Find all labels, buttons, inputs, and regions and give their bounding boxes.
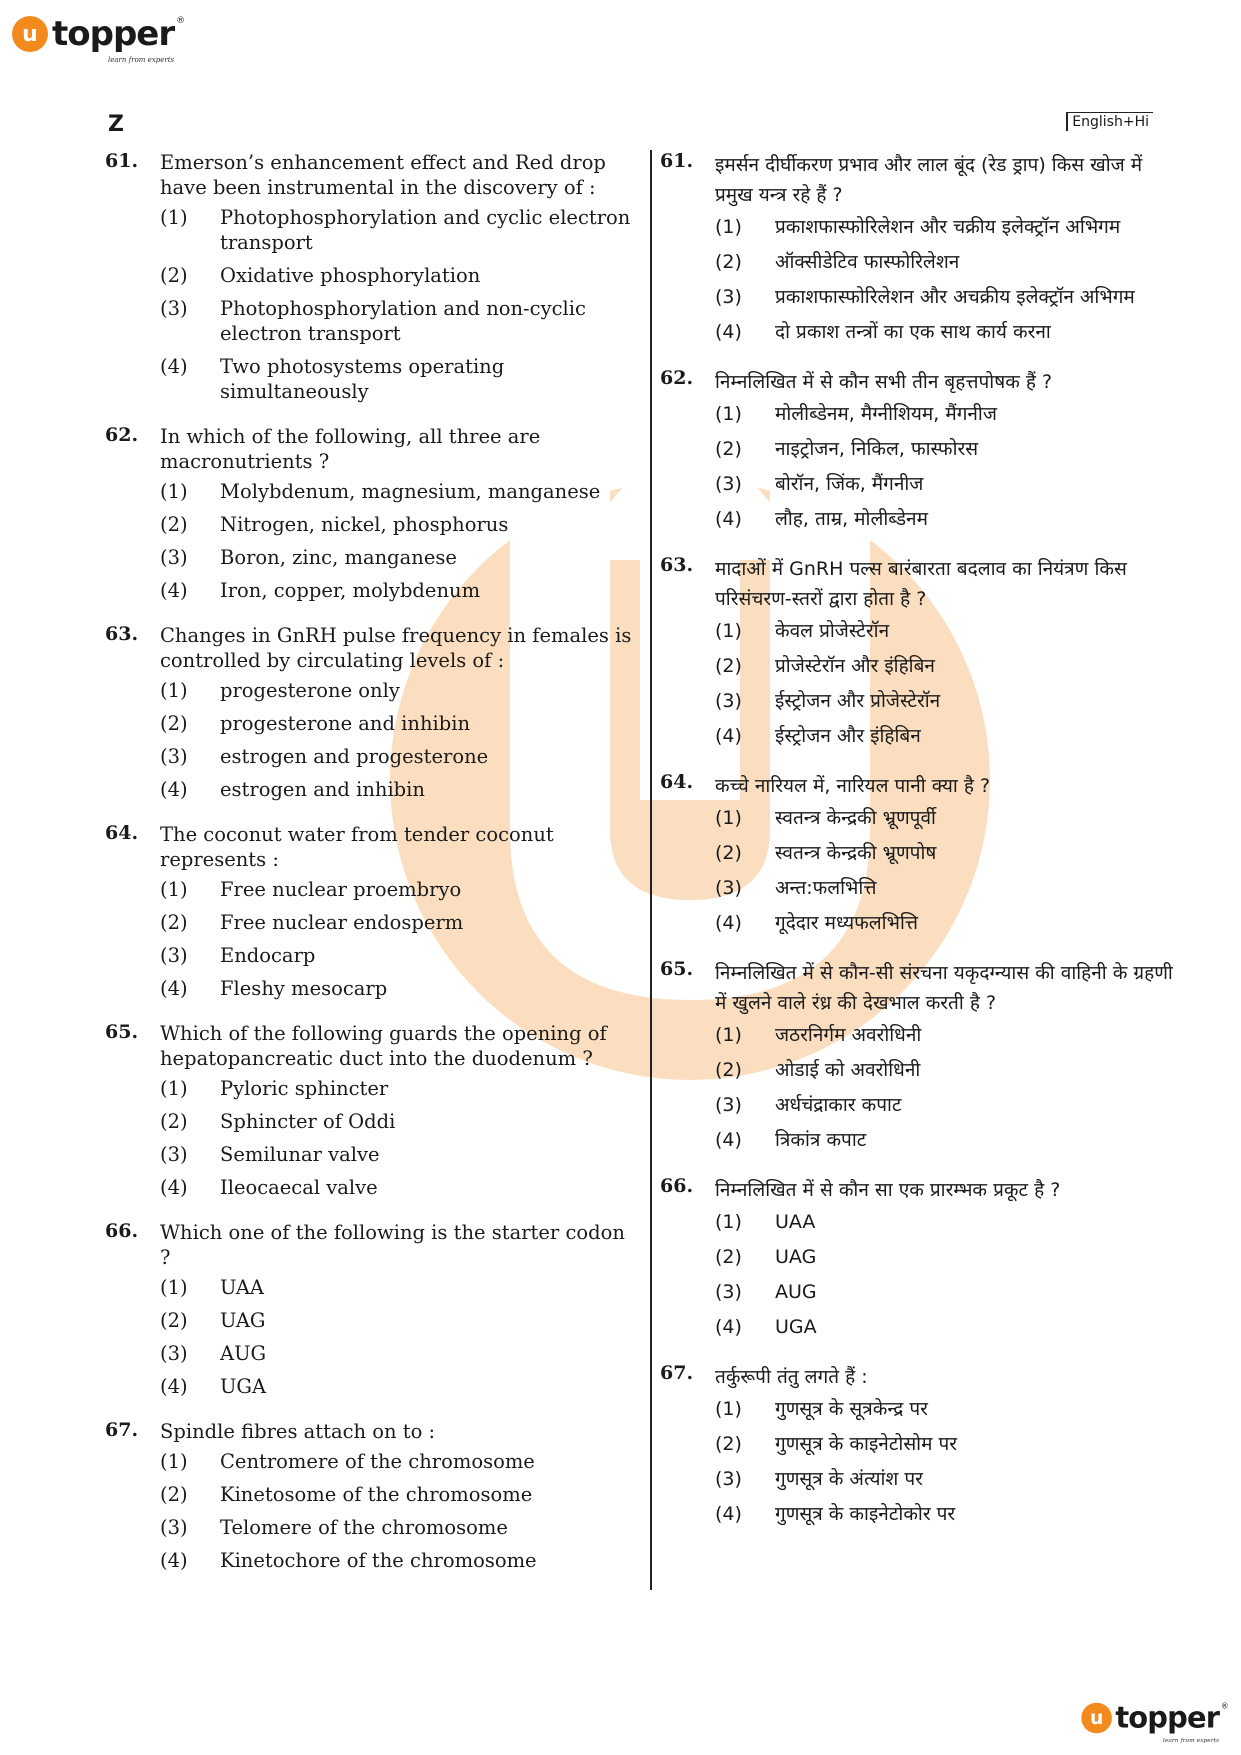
option-text: progesterone and inhibin (220, 712, 471, 735)
option-number: (1) (160, 1450, 188, 1473)
set-code: Z (108, 112, 124, 137)
option-text: Nitrogen, nickel, phosphorus (220, 513, 509, 536)
option-2 (160, 910, 635, 935)
hindi-column (660, 150, 1180, 1549)
option-2 (160, 263, 635, 288)
option-1 (160, 678, 635, 703)
question-text: कच्चे नारियल में, नारियल पानी क्या है ? (715, 775, 991, 797)
option-text: गुणसूत्र के अंत्यांश पर (775, 1468, 923, 1490)
question-text: निम्नलिखित में से कौन सभी तीन बृहत्तपोषक हैं ? (715, 371, 1053, 393)
option-1 (160, 877, 635, 902)
option-3 (160, 296, 635, 346)
options-list (715, 402, 1180, 532)
question-number: 61. (105, 150, 139, 172)
option-text: गूदेदार मध्यफलभित्ति (775, 912, 918, 934)
option-text: Free nuclear endosperm (220, 911, 464, 934)
option-number: (4) (715, 1129, 742, 1151)
option-number: (1) (160, 878, 188, 901)
option-text: UAA (775, 1211, 816, 1233)
option-text: Iron, copper, molybdenum (220, 579, 481, 602)
option-text: Photophosphorylation and non-cyclic electron transport (220, 297, 586, 345)
option-text: UAG (775, 1246, 817, 1268)
question-text: इमर्सन दीर्घीकरण प्रभाव और लाल बूंद (रेड ड्राप) किस खोज में प्रमुख यन्त्र रहे हैं ? (715, 154, 1143, 206)
column-divider (650, 150, 652, 1590)
language-tag: English+Hi (1066, 112, 1153, 131)
question-head (660, 150, 1180, 210)
option-number: (3) (160, 944, 188, 967)
brand-name (52, 14, 185, 64)
brand-name-text: topper (1115, 1701, 1219, 1735)
option-text: स्वतन्त्र केन्द्रकी भ्रूणपूर्वी (775, 807, 936, 829)
question-67 (105, 1419, 635, 1573)
option-text: स्वतन्त्र केन्द्रकी भ्रूणपोष (775, 842, 937, 864)
topper-badge-icon: u (1081, 1703, 1112, 1734)
option-text: Pyloric sphincter (220, 1077, 389, 1100)
option-2 (160, 711, 635, 736)
option-number: (3) (715, 473, 742, 495)
option-number: (4) (715, 1316, 742, 1338)
option-text: लौह, ताम्र, मोलीब्डेनम (775, 508, 928, 530)
question-number: 63. (105, 623, 139, 645)
option-4 (715, 1315, 1180, 1340)
option-1 (160, 479, 635, 504)
option-2 (715, 654, 1180, 679)
option-number: (2) (715, 438, 742, 460)
registered-mark: ® (1220, 1702, 1228, 1712)
option-number: (3) (160, 1342, 188, 1365)
option-number: (2) (715, 1246, 742, 1268)
question-number: 63. (660, 554, 694, 576)
question-text: Which one of the following is the starter codon ? (160, 1221, 625, 1269)
option-3 (160, 1142, 635, 1167)
question-text: तर्कुरूपी तंतु लगते हैं : (715, 1366, 868, 1388)
option-text: नाइट्रोजन, निकिल, फास्फोरस (775, 438, 979, 460)
option-number: (1) (715, 403, 742, 425)
question-text: Spindle fibres attach on to : (160, 1420, 436, 1443)
option-number: (2) (715, 251, 742, 273)
option-text: Kinetosome of the chromosome (220, 1483, 533, 1506)
option-number: (2) (160, 1110, 188, 1133)
question-64 (105, 822, 635, 1001)
question-63 (105, 623, 635, 802)
question-head (105, 1021, 635, 1071)
option-number: (1) (715, 807, 742, 829)
question-head (105, 424, 635, 474)
options-list (160, 205, 635, 404)
option-number: (4) (160, 1176, 188, 1199)
option-text: Ileocaecal valve (220, 1176, 378, 1199)
option-1 (715, 1397, 1180, 1422)
brand-tagline: learn from experts (1162, 1736, 1219, 1744)
question-text: In which of the following, all three are macronutrients ? (160, 425, 541, 473)
option-text: Sphincter of Oddi (220, 1110, 396, 1133)
question-66 (105, 1220, 635, 1399)
option-text: ऑक्सीडेटिव फास्फोरिलेशन (775, 251, 960, 273)
option-number: (2) (715, 1433, 742, 1455)
option-number: (2) (160, 264, 188, 287)
option-text: बोरॉन, जिंक, मैंगनीज (775, 473, 924, 495)
options-list (160, 1449, 635, 1573)
question-head (105, 150, 635, 200)
option-4 (160, 976, 635, 1001)
option-number: (4) (160, 579, 188, 602)
option-text: केवल प्रोजेस्टेरॉन (775, 620, 890, 642)
option-text: गुणसूत्र के काइनेटोकोर पर (775, 1503, 956, 1525)
question-text: निम्नलिखित में से कौन सा एक प्रारम्भक प्रकूट है ? (715, 1179, 1061, 1201)
options-list (160, 1076, 635, 1200)
option-number: (3) (160, 1516, 188, 1539)
question-head (105, 623, 635, 673)
option-3 (715, 1093, 1180, 1118)
option-number: (4) (160, 1375, 188, 1398)
option-2 (715, 841, 1180, 866)
question-61 (660, 150, 1180, 345)
option-4 (160, 777, 635, 802)
question-67 (660, 1362, 1180, 1527)
option-4 (160, 1548, 635, 1573)
option-text: progesterone only (220, 679, 400, 702)
option-1 (715, 619, 1180, 644)
option-number: (3) (160, 1143, 188, 1166)
option-number: (4) (160, 1549, 188, 1572)
option-1 (715, 215, 1180, 240)
option-text: UAG (220, 1309, 266, 1332)
brand-name-text: topper (52, 14, 175, 54)
option-number: (1) (160, 1276, 188, 1299)
option-text: estrogen and progesterone (220, 745, 489, 768)
question-head (660, 771, 1180, 801)
option-text: गुणसूत्र के सूत्रकेन्द्र पर (775, 1398, 928, 1420)
question-number: 64. (105, 822, 139, 844)
option-4 (715, 724, 1180, 749)
option-2 (715, 1245, 1180, 1270)
option-text: ईस्ट्रोजन और इंहिबिन (775, 725, 921, 747)
option-number: (2) (160, 1309, 188, 1332)
option-number: (1) (715, 216, 742, 238)
question-head (660, 554, 1180, 614)
option-1 (160, 1449, 635, 1474)
question-63 (660, 554, 1180, 749)
option-3 (715, 689, 1180, 714)
question-text: निम्नलिखित में से कौन-सी संरचना यकृदग्न्यास की वाहिनी के ग्रहणी में खुलने वाले रंध्र की देखभाल करती है ? (715, 962, 1173, 1014)
option-text: Molybdenum, magnesium, manganese (220, 480, 601, 503)
option-number: (4) (160, 977, 188, 1000)
option-number: (2) (160, 712, 188, 735)
options-list (160, 479, 635, 603)
question-text: The coconut water from tender coconut represents : (160, 823, 554, 871)
option-text: Telomere of the chromosome (220, 1516, 508, 1539)
option-text: Centromere of the chromosome (220, 1450, 535, 1473)
question-head (660, 1362, 1180, 1392)
option-text: अन्त:फलभित्ति (775, 877, 877, 899)
option-text: Photophosphorylation and cyclic electron transport (220, 206, 631, 254)
option-number: (2) (715, 1059, 742, 1081)
question-text: Emerson’s enhancement effect and Red drop have been instrumental in the discovery of : (160, 151, 606, 199)
option-2 (715, 437, 1180, 462)
brand-tagline: learn from experts (108, 56, 175, 64)
option-4 (715, 320, 1180, 345)
option-number: (2) (715, 842, 742, 864)
question-head (660, 367, 1180, 397)
option-number: (3) (160, 546, 188, 569)
option-number: (4) (160, 778, 188, 801)
question-66 (660, 1175, 1180, 1340)
option-4 (160, 354, 635, 404)
question-number: 66. (105, 1220, 139, 1242)
option-text: प्रकाशफास्फोरिलेशन और अचक्रीय इलेक्ट्रॉन अभिगम (775, 286, 1135, 308)
question-65 (660, 958, 1180, 1153)
option-text: अर्धचंद्राकार कपाट (775, 1094, 902, 1116)
question-head (660, 958, 1180, 1018)
option-1 (715, 1023, 1180, 1048)
option-text: ओडाई को अवरोधिनी (775, 1059, 921, 1081)
option-text: Boron, zinc, manganese (220, 546, 457, 569)
option-3 (715, 285, 1180, 310)
english-column (105, 150, 635, 1593)
option-number: (4) (715, 912, 742, 934)
question-64 (660, 771, 1180, 936)
option-text: UGA (775, 1316, 817, 1338)
option-number: (1) (715, 1398, 742, 1420)
option-3 (715, 472, 1180, 497)
option-number: (4) (715, 1503, 742, 1525)
option-3 (160, 943, 635, 968)
option-3 (160, 545, 635, 570)
option-text: दो प्रकाश तन्त्रों का एक साथ कार्य करना (775, 321, 1051, 343)
option-number: (3) (715, 690, 742, 712)
option-3 (160, 1515, 635, 1540)
option-number: (2) (160, 911, 188, 934)
options-list (715, 806, 1180, 936)
option-text: प्रकाशफास्फोरिलेशन और चक्रीय इलेक्ट्रॉन अभिगम (775, 216, 1121, 238)
option-text: प्रोजेस्टेरॉन और इंहिबिन (775, 655, 935, 677)
option-1 (160, 205, 635, 255)
question-text: Changes in GnRH pulse frequency in females is controlled by circulating levels of : (160, 624, 632, 672)
option-number: (1) (160, 1077, 188, 1100)
option-number: (3) (715, 1094, 742, 1116)
option-1 (160, 1076, 635, 1101)
option-4 (715, 911, 1180, 936)
option-text: Two photosystems operating simultaneously (220, 355, 505, 403)
option-2 (160, 1308, 635, 1333)
option-1 (715, 806, 1180, 831)
option-4 (160, 1175, 635, 1200)
topper-logo-bottom (1081, 1701, 1228, 1744)
option-number: (3) (715, 877, 742, 899)
topper-logo-top (12, 14, 185, 64)
option-text: UGA (220, 1375, 267, 1398)
question-head (660, 1175, 1180, 1205)
question-number: 66. (660, 1175, 694, 1197)
brand-name (1115, 1701, 1228, 1744)
options-list (715, 619, 1180, 749)
option-number: (3) (160, 297, 188, 320)
option-number: (4) (715, 321, 742, 343)
option-2 (715, 1058, 1180, 1083)
question-number: 65. (660, 958, 694, 980)
question-text: Which of the following guards the opening of hepatopancreatic duct into the duodenum ? (160, 1022, 607, 1070)
option-text: Fleshy mesocarp (220, 977, 388, 1000)
question-head (105, 1419, 635, 1444)
option-4 (160, 1374, 635, 1399)
option-text: मोलीब्डेनम, मैग्नीशियम, मैंगनीज (775, 403, 997, 425)
question-number: 62. (105, 424, 139, 446)
options-list (715, 1023, 1180, 1153)
question-number: 67. (105, 1419, 139, 1441)
options-list (715, 215, 1180, 345)
option-2 (715, 250, 1180, 275)
option-number: (1) (715, 1024, 742, 1046)
option-number: (1) (715, 620, 742, 642)
option-4 (715, 507, 1180, 532)
option-number: (3) (715, 1468, 742, 1490)
option-number: (4) (715, 725, 742, 747)
option-2 (715, 1432, 1180, 1457)
option-number: (4) (715, 508, 742, 530)
option-number: (3) (715, 286, 742, 308)
option-number: (2) (160, 1483, 188, 1506)
option-4 (160, 578, 635, 603)
question-number: 62. (660, 367, 694, 389)
option-1 (160, 1275, 635, 1300)
option-number: (1) (160, 206, 188, 229)
question-number: 65. (105, 1021, 139, 1043)
option-text: UAA (220, 1276, 264, 1299)
option-3 (715, 876, 1180, 901)
option-number: (3) (160, 745, 188, 768)
option-text: Oxidative phosphorylation (220, 264, 481, 287)
option-text: Free nuclear proembryo (220, 878, 462, 901)
option-text: AUG (220, 1342, 267, 1365)
option-2 (160, 1109, 635, 1134)
option-number: (1) (160, 480, 188, 503)
option-4 (715, 1128, 1180, 1153)
option-text: AUG (775, 1281, 817, 1303)
option-text: जठरनिर्गम अवरोधिनी (775, 1024, 922, 1046)
option-text: Endocarp (220, 944, 316, 967)
option-4 (715, 1502, 1180, 1527)
topper-badge-icon: u (12, 16, 48, 52)
option-text: त्रिकांत्र कपाट (775, 1129, 867, 1151)
option-2 (160, 1482, 635, 1507)
option-number: (1) (715, 1211, 742, 1233)
option-2 (160, 512, 635, 537)
option-text: estrogen and inhibin (220, 778, 425, 801)
option-text: गुणसूत्र के काइनेटोसोम पर (775, 1433, 958, 1455)
option-text: ईस्ट्रोजन और प्रोजेस्टेरॉन (775, 690, 941, 712)
option-3 (715, 1467, 1180, 1492)
question-61 (105, 150, 635, 404)
question-62 (660, 367, 1180, 532)
question-number: 61. (660, 150, 694, 172)
option-number: (4) (160, 355, 188, 378)
question-number: 67. (660, 1362, 694, 1384)
option-3 (715, 1280, 1180, 1305)
options-list (715, 1397, 1180, 1527)
registered-mark: ® (176, 16, 185, 26)
question-head (105, 1220, 635, 1270)
option-number: (3) (715, 1281, 742, 1303)
options-list (160, 877, 635, 1001)
option-1 (715, 1210, 1180, 1235)
options-list (715, 1210, 1180, 1340)
question-number: 64. (660, 771, 694, 793)
option-1 (715, 402, 1180, 427)
options-list (160, 678, 635, 802)
options-list (160, 1275, 635, 1399)
question-text: मादाओं में GnRH पल्स बारंबारता बदलाव का नियंत्रण किस परिसंचरण-स्तरों द्वारा होता है ? (715, 558, 1127, 610)
option-text: Kinetochore of the chromosome (220, 1549, 537, 1572)
option-number: (2) (715, 655, 742, 677)
option-text: Semilunar valve (220, 1143, 380, 1166)
question-head (105, 822, 635, 872)
option-3 (160, 1341, 635, 1366)
question-62 (105, 424, 635, 603)
option-3 (160, 744, 635, 769)
option-number: (1) (160, 679, 188, 702)
question-65 (105, 1021, 635, 1200)
option-number: (2) (160, 513, 188, 536)
